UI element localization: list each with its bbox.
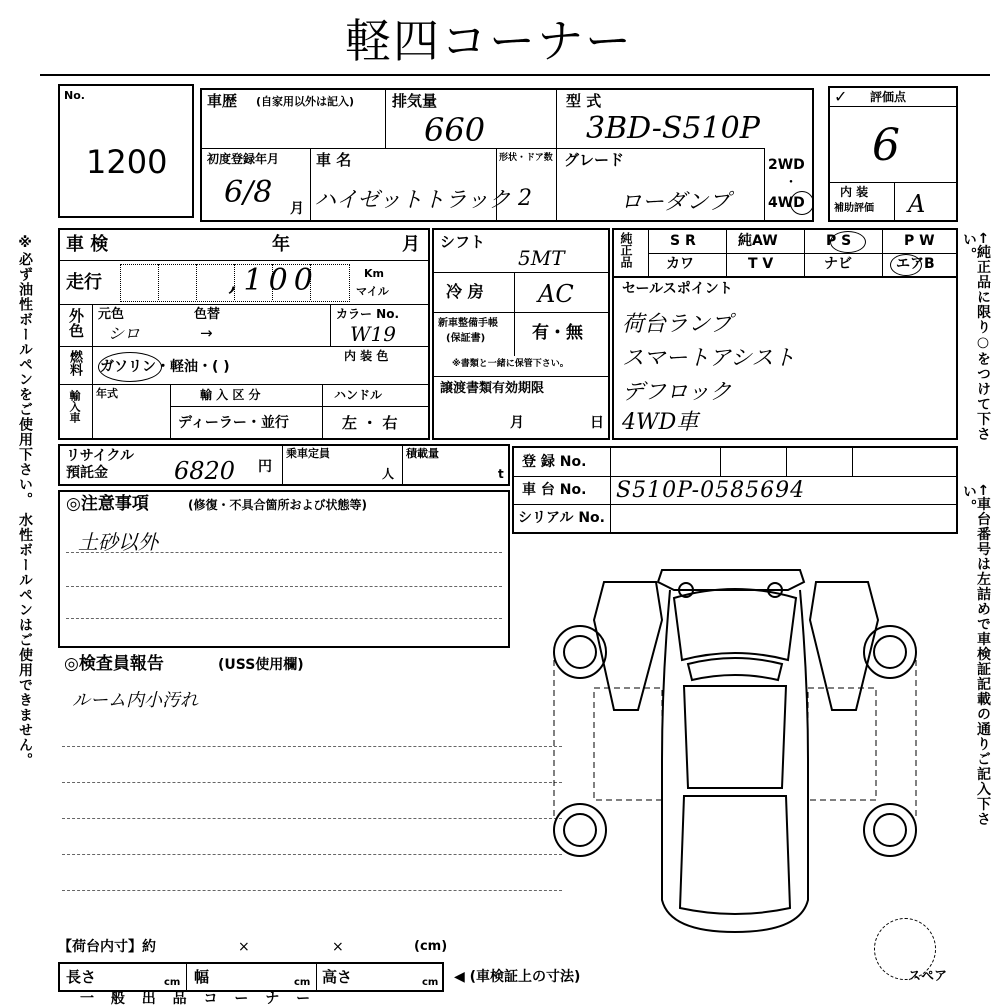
load-unit: t — [498, 467, 504, 481]
shift-value: 5MT — [518, 246, 565, 270]
shift-label: シフト — [440, 233, 486, 251]
recycle-block — [58, 444, 510, 486]
orig-color-label: 元色 — [98, 307, 125, 322]
import-label: 輸入車 — [68, 390, 81, 423]
capacity-unit: 人 — [382, 467, 395, 481]
first-reg-value: 6/8 — [224, 175, 273, 210]
mileage-label: 走行 — [66, 272, 102, 293]
equip-ps-circle — [830, 231, 866, 253]
rating-label: 評価点 — [870, 90, 907, 104]
sales-point-3: デフロック — [622, 380, 732, 405]
load-label: 積載量 — [406, 447, 439, 460]
history-label: 車歴 — [207, 92, 238, 110]
rating-value: 6 — [872, 120, 900, 171]
height-unit: cm — [422, 977, 439, 988]
recycle-unit: 円 — [258, 459, 272, 475]
import-cat-label: 輸 入 区 分 — [200, 388, 261, 402]
color-change-label: 色替 — [194, 307, 221, 322]
right-margin-note-equip: ←純正品に限り○をつけて下さい。 — [961, 232, 991, 442]
equipment-block — [612, 228, 958, 278]
equip-sr[interactable]: S R — [670, 233, 696, 249]
sales-point-4: 4WD車 — [622, 410, 699, 435]
color-code-value: W19 — [350, 322, 397, 346]
mileage-unit-mile: マイル — [356, 285, 389, 298]
interior-color-label: 内 装 色 — [344, 349, 389, 363]
fuel-gasoline-circle — [98, 352, 162, 382]
sales-point-1: 荷台ランプ — [622, 312, 733, 337]
lot-label: No. — [64, 89, 85, 102]
grade-label: グレード — [564, 151, 625, 169]
handle-label: ハンドル — [334, 388, 383, 402]
width-label: 幅 — [194, 968, 210, 986]
shaken-year: 年 — [272, 234, 290, 255]
equip-aw[interactable]: 純AW — [738, 233, 778, 249]
grade-value: ローダンプ — [620, 190, 731, 215]
model-type-label: 型 式 — [566, 92, 602, 110]
rating-box — [828, 86, 958, 222]
dims-note: ◀ (車検証上の寸法) — [454, 969, 581, 985]
equip-airbag[interactable]: エアB — [896, 256, 935, 272]
interior-value: A — [908, 190, 926, 218]
color-change-arrow: → — [200, 324, 213, 342]
transfer-day: 日 — [590, 415, 604, 431]
interior-label-1: 内 装 — [840, 185, 869, 199]
car-name-label: 車 名 — [316, 151, 352, 169]
length-unit: cm — [164, 977, 181, 988]
bed-label: 【荷台内寸】約 — [58, 939, 156, 955]
chassis-label: 車 台 No. — [522, 482, 587, 498]
bed-x1: × — [238, 939, 250, 955]
sales-points-label: セールスポイント — [622, 281, 733, 297]
width-unit: cm — [294, 977, 311, 988]
inspector-line-1: ルーム内小汚れ — [72, 690, 198, 711]
sales-point-2: スマートアシスト — [622, 346, 796, 371]
recycle-label-1: リサイクル — [66, 448, 135, 464]
inspection-block — [58, 228, 430, 440]
car-name-value: ハイゼットトラック — [314, 188, 511, 213]
top-rule — [40, 74, 990, 76]
equip-ps[interactable]: P S — [826, 233, 852, 249]
vehicle-info-block — [200, 88, 814, 222]
first-reg-label: 初度登録年月 — [207, 152, 280, 166]
registration-label: 登 録 No. — [522, 454, 587, 470]
equip-navi[interactable]: ナビ — [824, 256, 852, 272]
aircon-label: 冷 房 — [446, 282, 484, 301]
equipment-label: 純正品 — [619, 232, 633, 268]
height-label: 高さ — [322, 968, 353, 986]
doors-label: 形状・ドア数 — [499, 153, 553, 163]
mileage-value: ,100 — [228, 263, 319, 298]
page-title: 軽四コーナー — [345, 14, 633, 68]
serial-label: シリアル No. — [518, 510, 605, 526]
right-margin-note-chassis: ←車台番号は左詰めで車検証記載の通りご記入下さい。 — [961, 484, 991, 827]
aircon-value: AC — [538, 280, 574, 308]
transfer-month: 月 — [510, 415, 524, 431]
drive-4wd[interactable]: 4WD — [768, 195, 805, 211]
recycle-value: 6820 — [174, 457, 236, 485]
fuel-label: 燃料 — [67, 350, 82, 376]
bed-x2: × — [332, 939, 344, 955]
shaken-label: 車 検 — [66, 234, 109, 255]
notes-subtitle: (修復・不具合箇所および状態等) — [188, 498, 367, 512]
first-reg-unit: 月 — [290, 201, 304, 217]
equip-tv[interactable]: T V — [748, 256, 774, 272]
recycle-label-2: 預託金 — [66, 465, 108, 481]
inspector-subtitle: (USS使用欄) — [218, 657, 304, 673]
equip-airbag-circle — [890, 254, 922, 276]
fuel-value: ガソリン・軽油・( ) — [100, 359, 230, 375]
left-margin-note: ※必ず油性ボールペンをご使用下さい。 水性ボールペンはご使用できません。 — [17, 235, 33, 768]
spare-label: スペア — [908, 969, 948, 984]
drive-4wd-circle — [790, 191, 814, 215]
handle-value: 左 ・ 右 — [342, 414, 398, 432]
vehicle-damage-diagram[interactable] — [550, 560, 930, 940]
inspector-title: ◎検査員報告 — [64, 654, 164, 674]
dimensions-block — [58, 962, 444, 992]
orig-color-value: シロ — [108, 324, 141, 343]
bed-unit: (cm) — [414, 939, 448, 954]
maintenance-label-1: 新車整備手帳 — [438, 318, 498, 329]
chassis-value: S510P-0585694 — [616, 478, 806, 503]
displacement-label: 排気量 — [392, 92, 438, 110]
doors-value: 2 — [518, 186, 532, 211]
transfer-label: 譲渡書類有効期限 — [440, 381, 545, 396]
notes-line-1: 土砂以外 — [78, 530, 158, 554]
capacity-label: 乗車定員 — [286, 447, 330, 460]
center-info-block — [432, 228, 610, 440]
equip-pw[interactable]: P W — [904, 233, 935, 249]
inspector-block — [58, 650, 510, 930]
interior-label-2: 補助評価 — [834, 203, 874, 214]
drive-dot: ・ — [784, 175, 798, 191]
notes-title: ◎注意事項 — [66, 494, 149, 514]
maintenance-note: ※書類と一緒に保管下さい。 — [452, 359, 569, 369]
displacement-value: 660 — [424, 111, 486, 149]
import-year-label: 年式 — [96, 387, 118, 400]
bottom-partial-text: 一 般 出 品 コ ー ナ ー — [80, 991, 317, 1007]
maintenance-value[interactable]: 有・無 — [532, 323, 583, 343]
maintenance-label-2: (保証書) — [446, 333, 486, 344]
registration-block — [512, 446, 958, 534]
mileage-unit-km: Km — [364, 267, 384, 280]
color-code-label: カラー No. — [336, 307, 400, 321]
shaken-month: 月 — [402, 234, 420, 255]
import-cat-value: ディーラー・並行 — [178, 415, 289, 431]
notes-block — [58, 490, 510, 648]
lot-box — [58, 84, 194, 218]
rating-check-icon: ✓ — [834, 87, 848, 106]
history-note: (自家用以外は記入) — [256, 95, 355, 108]
lot-value: 1200 — [86, 143, 168, 181]
equip-kawa[interactable]: カワ — [666, 256, 694, 272]
sales-points-block — [612, 276, 958, 440]
exterior-label: 外色 — [67, 308, 85, 338]
model-type-value: 3BD-S510P — [586, 111, 760, 146]
drive-2wd[interactable]: 2WD — [768, 157, 805, 173]
length-label: 長さ — [66, 968, 97, 986]
